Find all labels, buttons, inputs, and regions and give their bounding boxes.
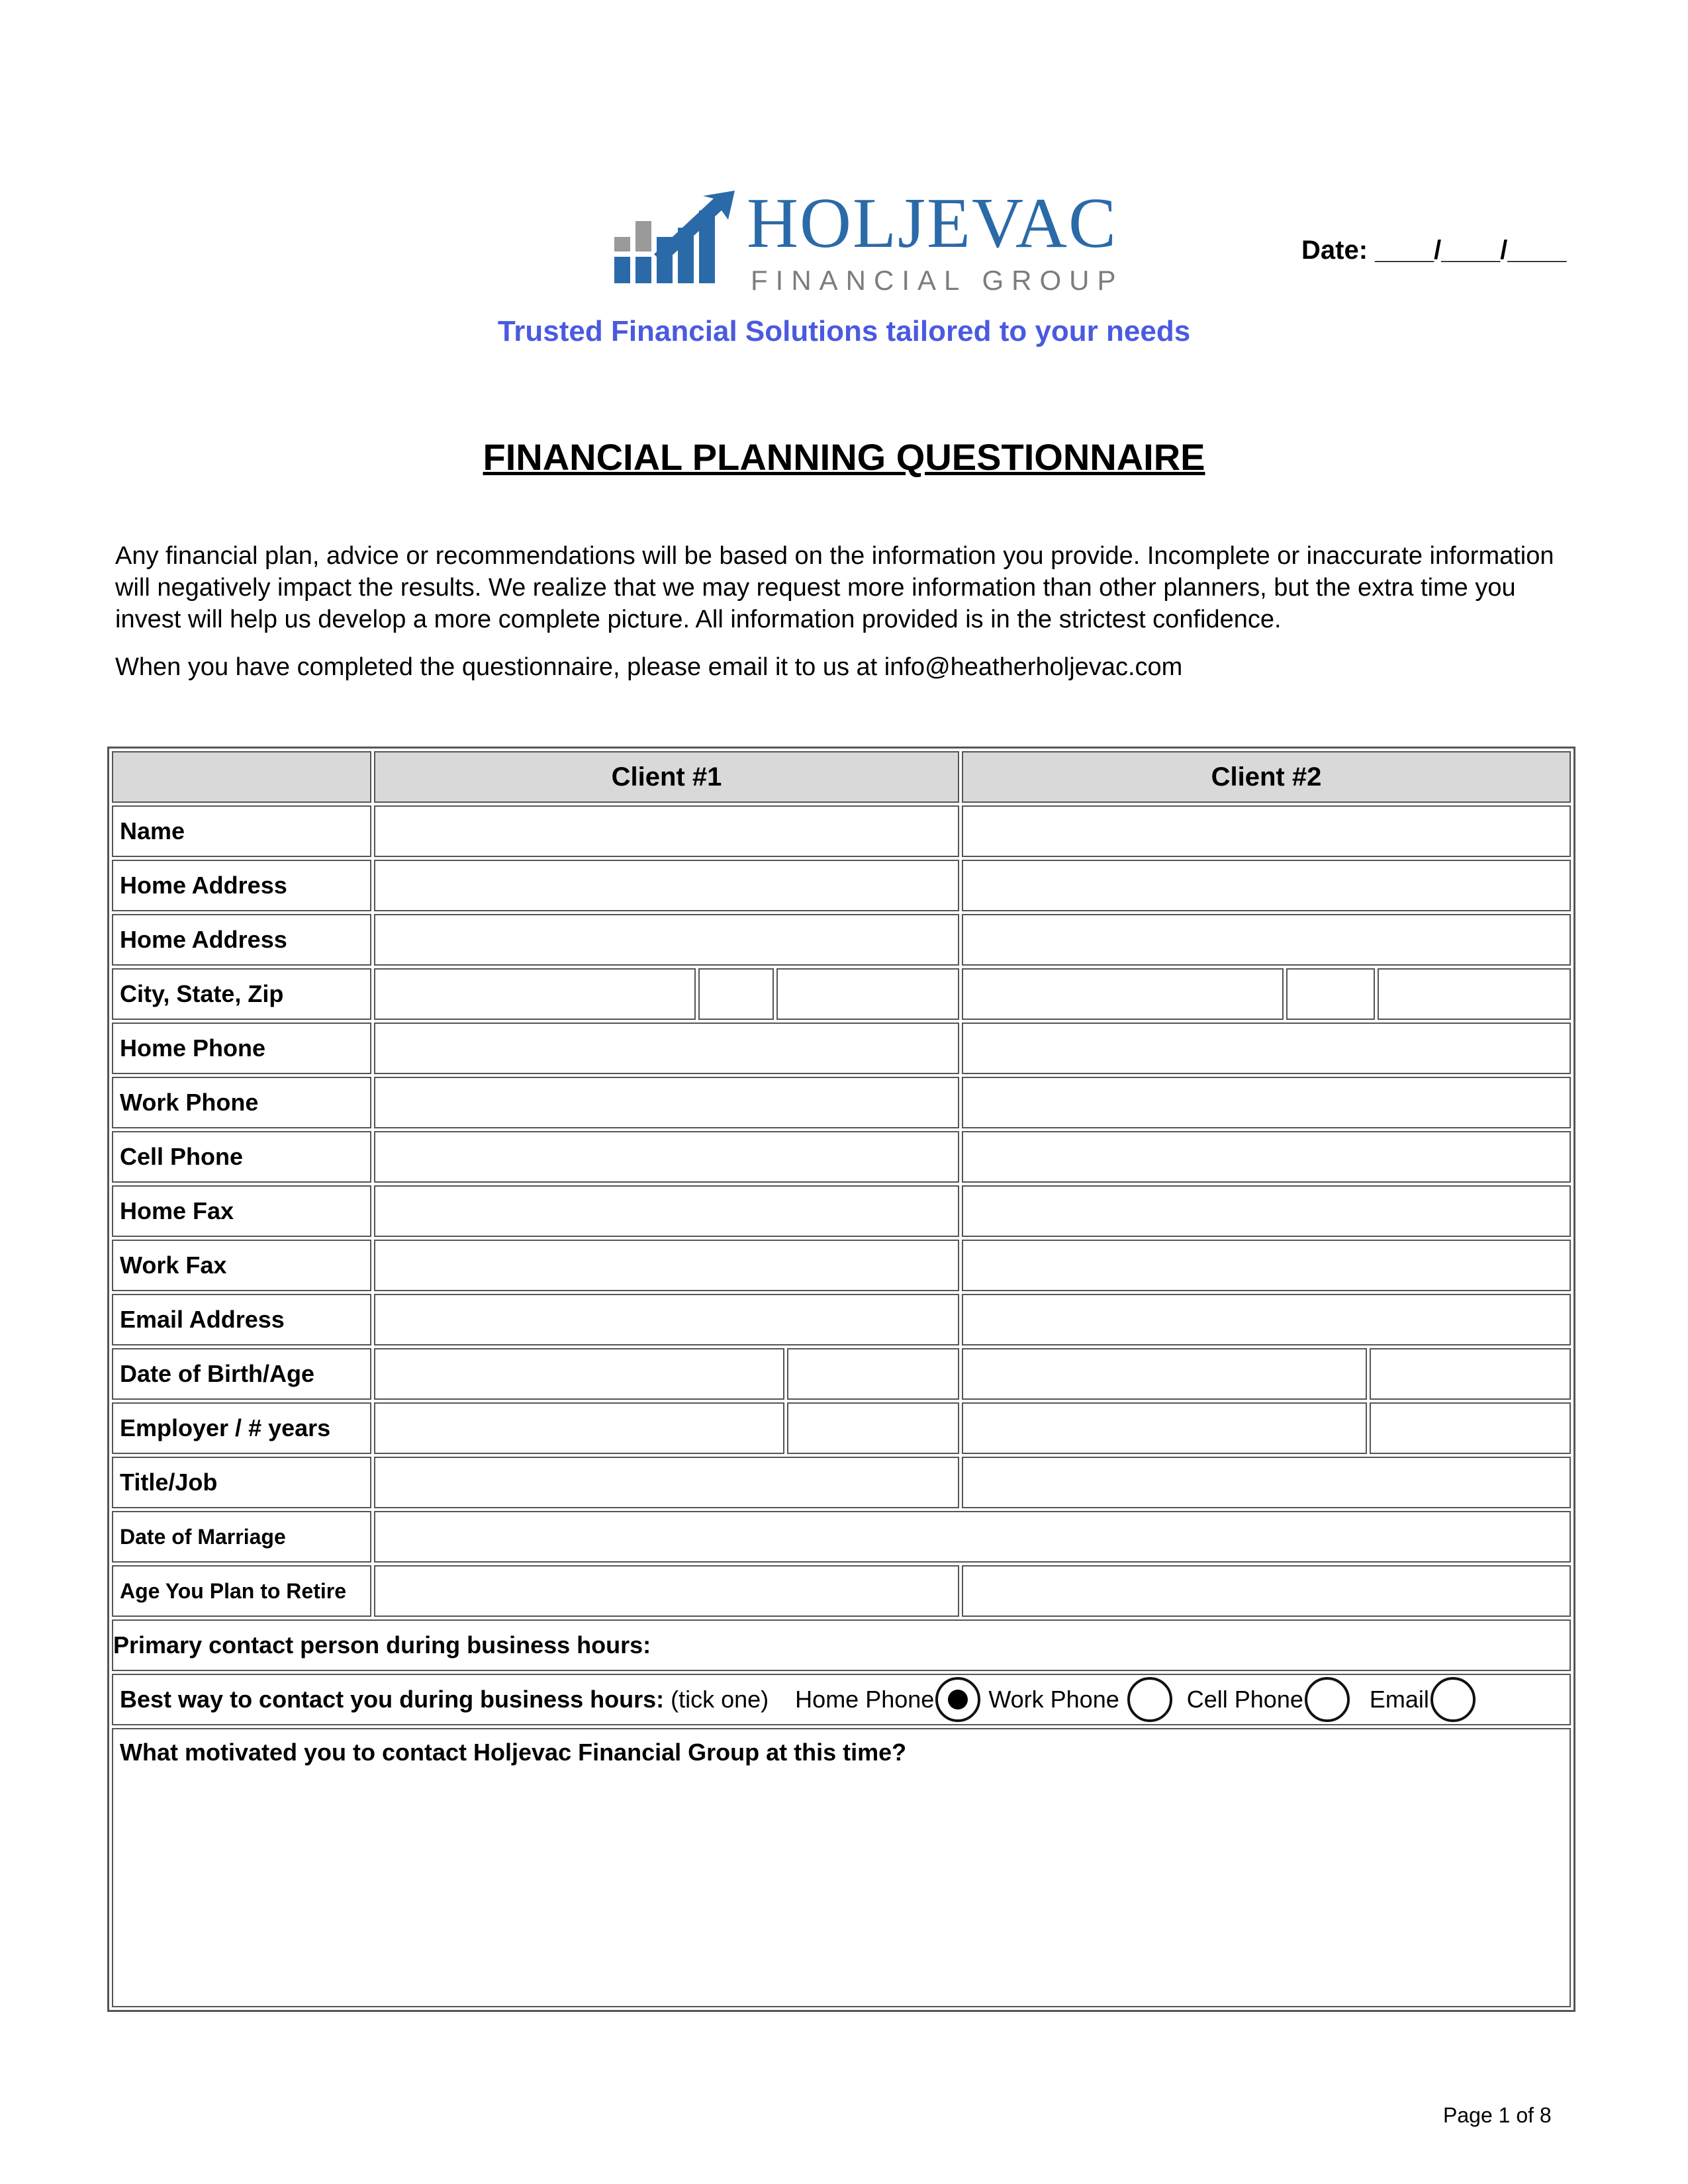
- option-work-phone[interactable]: [988, 1677, 1172, 1722]
- work-phone-label: Work Phone: [112, 1077, 371, 1128]
- client1-dob-age: [374, 1348, 959, 1400]
- email-address-label: Email Address: [112, 1294, 371, 1345]
- client2-home-address-field[interactable]: [962, 860, 1571, 911]
- client2-name-field[interactable]: [962, 805, 1571, 857]
- client2-retire-age-field[interactable]: [962, 1565, 1571, 1617]
- intro-text: [115, 540, 1585, 683]
- work-phone-radio[interactable]: [1127, 1677, 1172, 1722]
- table-row: [112, 1131, 1571, 1183]
- home-phone-radio[interactable]: [935, 1677, 980, 1722]
- client1-name-field[interactable]: [374, 805, 959, 857]
- option-label: Work Phone: [988, 1686, 1119, 1713]
- header-blank-cell: [112, 751, 371, 803]
- client2-header: Client #2: [962, 751, 1571, 803]
- page-number: Page 1 of 8: [1443, 2103, 1552, 2127]
- primary-contact-field[interactable]: Primary contact person during business hours:: [112, 1619, 1571, 1671]
- client2-zip-field[interactable]: [1378, 968, 1571, 1020]
- client1-email-field[interactable]: [374, 1294, 959, 1345]
- client2-email-field[interactable]: [962, 1294, 1571, 1345]
- client2-work-fax-field[interactable]: [962, 1240, 1571, 1291]
- best-way-label: Best way to contact you during business hours:: [120, 1686, 665, 1713]
- table-row: [112, 1185, 1571, 1237]
- client1-home-address-2-field[interactable]: [374, 914, 959, 966]
- page-title: FINANCIAL PLANNING QUESTIONNAIRE: [483, 436, 1205, 478]
- option-email[interactable]: [1370, 1677, 1476, 1722]
- retire-age-label: Age You Plan to Retire: [112, 1565, 371, 1617]
- cell-phone-label: Cell Phone: [112, 1131, 371, 1183]
- employer-years-label: Employer / # years: [112, 1402, 371, 1454]
- client-info-table: [107, 747, 1575, 2012]
- client1-years-field[interactable]: [787, 1402, 959, 1454]
- home-fax-label: Home Fax: [112, 1185, 371, 1237]
- client2-dob-field[interactable]: [962, 1348, 1367, 1400]
- table-row: [112, 1674, 1571, 1725]
- client1-employer-years: [374, 1402, 959, 1454]
- client2-employer-field[interactable]: [962, 1402, 1367, 1454]
- client2-dob-age: [962, 1348, 1571, 1400]
- client1-home-address-field[interactable]: [374, 860, 959, 911]
- intro-paragraph: Any financial plan, advice or recommendations will be based on the information you provide. Incomplete or inaccurate information will negatively impact the results. We realize that we may request more information than other planners, but the extra time you invest will help us develop a more complete picture. All information provided is in the strictest confidence.: [115, 542, 1554, 633]
- tick-one-hint: (tick one): [671, 1686, 769, 1713]
- client1-city-field[interactable]: [374, 968, 696, 1020]
- client2-employer-years: [962, 1402, 1571, 1454]
- client2-home-address-2-field[interactable]: [962, 914, 1571, 966]
- table-row: [112, 1511, 1571, 1563]
- client2-home-phone-field[interactable]: [962, 1023, 1571, 1074]
- date-of-marriage-label: Date of Marriage: [112, 1511, 371, 1563]
- table-row: [112, 968, 1571, 1020]
- motivation-field[interactable]: What motivated you to contact Holjevac Financial Group at this time?: [112, 1728, 1571, 2007]
- client2-city-field[interactable]: [962, 968, 1284, 1020]
- client1-work-phone-field[interactable]: [374, 1077, 959, 1128]
- tagline: Trusted Financial Solutions tailored to your needs: [497, 315, 1191, 347]
- option-label: Email: [1369, 1686, 1429, 1713]
- home-phone-label: Home Phone: [112, 1023, 371, 1074]
- client1-header: Client #1: [374, 751, 959, 803]
- home-address-2-label: Home Address: [112, 914, 371, 966]
- client1-age-field[interactable]: [787, 1348, 959, 1400]
- work-fax-label: Work Fax: [112, 1240, 371, 1291]
- client1-employer-field[interactable]: [374, 1402, 784, 1454]
- client1-dob-field[interactable]: [374, 1348, 784, 1400]
- client1-cell-phone-field[interactable]: [374, 1131, 959, 1183]
- table-row: [112, 1402, 1571, 1454]
- client1-home-phone-field[interactable]: [374, 1023, 959, 1074]
- date-field[interactable]: Date: ____/____/____: [1301, 236, 1567, 265]
- table-row: [112, 805, 1571, 857]
- client2-age-field[interactable]: [1370, 1348, 1571, 1400]
- client2-years-field[interactable]: [1370, 1402, 1571, 1454]
- client1-title-job-field[interactable]: [374, 1457, 959, 1508]
- table-row: [112, 914, 1571, 966]
- city-state-zip-label: City, State, Zip: [112, 968, 371, 1020]
- logo-company-name: HOLJEVAC: [747, 184, 1118, 263]
- client2-title-job-field[interactable]: [962, 1457, 1571, 1508]
- option-label: Home Phone: [795, 1686, 935, 1713]
- table-row: [112, 1565, 1571, 1617]
- client1-home-fax-field[interactable]: [374, 1185, 959, 1237]
- client1-state-field[interactable]: [698, 968, 774, 1020]
- email-radio[interactable]: [1430, 1677, 1476, 1722]
- table-row: [112, 1728, 1571, 2007]
- chart-arrow-logo-icon: [614, 191, 740, 296]
- name-label: Name: [112, 805, 371, 857]
- table-row: [112, 1023, 1571, 1074]
- home-address-label: Home Address: [112, 860, 371, 911]
- client2-cell-phone-field[interactable]: [962, 1131, 1571, 1183]
- client1-work-fax-field[interactable]: [374, 1240, 959, 1291]
- client2-home-fax-field[interactable]: [962, 1185, 1571, 1237]
- table-row: [112, 1348, 1571, 1400]
- table-row: [112, 860, 1571, 911]
- cell-phone-radio[interactable]: [1305, 1677, 1350, 1722]
- table-row: [112, 1457, 1571, 1508]
- client1-retire-age-field[interactable]: [374, 1565, 959, 1617]
- client2-work-phone-field[interactable]: [962, 1077, 1571, 1128]
- logo-company-subtitle: FINANCIAL GROUP: [751, 265, 1124, 296]
- date-of-marriage-field[interactable]: [374, 1511, 1571, 1563]
- email-instruction: When you have completed the questionnaire, please email it to us at info@heatherholjevac.com: [115, 653, 1183, 681]
- company-logo: [614, 184, 1124, 296]
- table-header-row: [112, 751, 1571, 803]
- table-row: [112, 1240, 1571, 1291]
- dob-age-label: Date of Birth/Age: [112, 1348, 371, 1400]
- table-row: [112, 1619, 1571, 1671]
- option-cell-phone[interactable]: [1187, 1677, 1350, 1722]
- client1-zip-field[interactable]: [776, 968, 959, 1020]
- option-label: Cell Phone: [1186, 1686, 1303, 1713]
- option-home-phone[interactable]: [795, 1677, 980, 1722]
- client2-city-state-zip: [962, 968, 1571, 1020]
- table-row: [112, 1294, 1571, 1345]
- title-job-label: Title/Job: [112, 1457, 371, 1508]
- table-row: [112, 1077, 1571, 1128]
- client2-state-field[interactable]: [1286, 968, 1375, 1020]
- client1-city-state-zip: [374, 968, 959, 1020]
- best-way-contact-cell: [112, 1674, 1571, 1725]
